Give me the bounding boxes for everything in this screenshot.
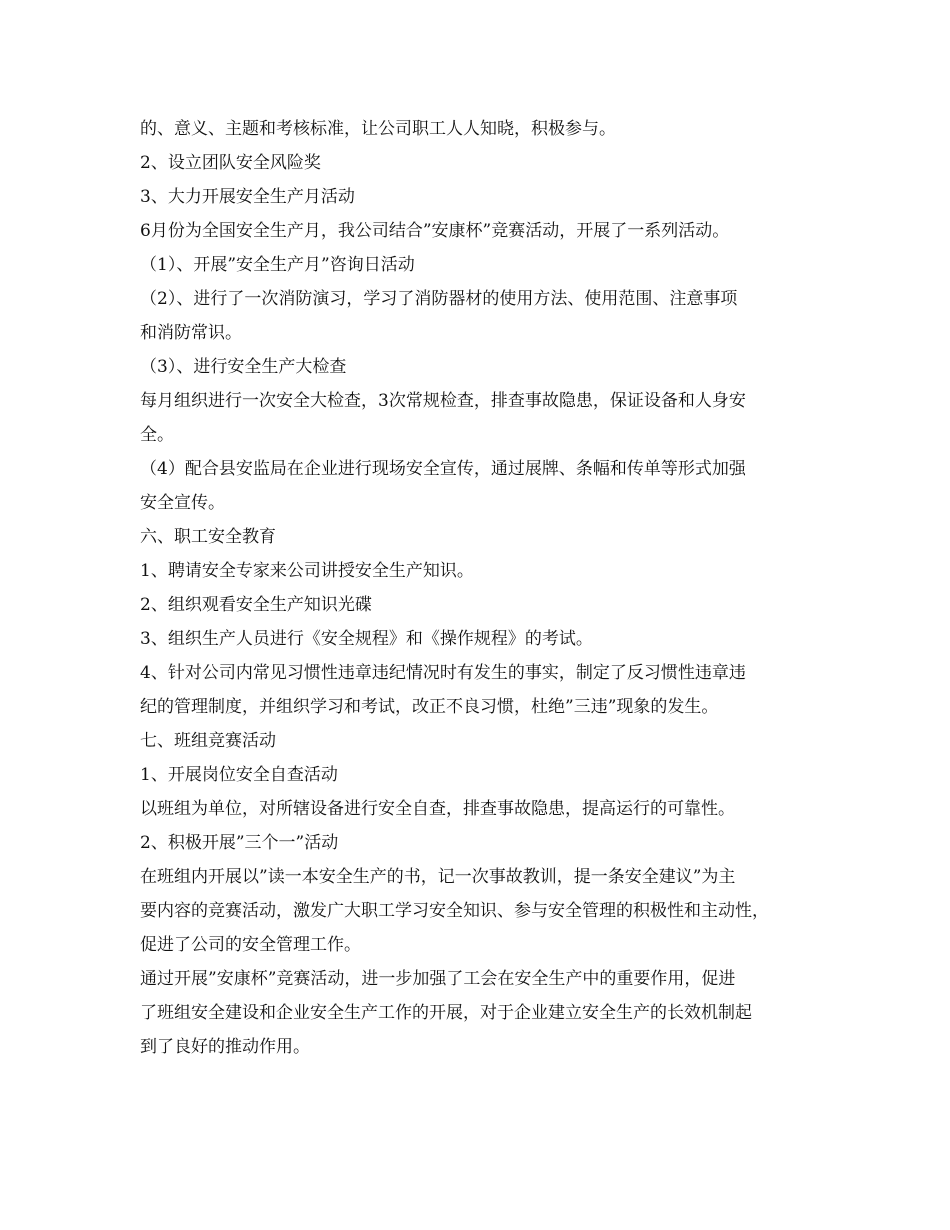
text-line: 全。 — [140, 425, 174, 445]
list-item: （2）、进行了一次消防演习，学习了消防器材的使用方法、使用范围、注意事项 — [140, 289, 738, 309]
list-item: 1、开展岗位安全自查活动 — [140, 765, 338, 785]
list-item: 2、积极开展”三个一”活动 — [140, 833, 339, 853]
text-line: 促进了公司的安全管理工作。 — [140, 935, 361, 955]
list-item: 2、设立团队安全风险奖 — [140, 153, 321, 173]
text-line: 6月份为全国安全生产月，我公司结合”安康杯”竞赛活动，开展了一系列活动。 — [140, 221, 730, 241]
list-item: 2、组织观看安全生产知识光碟 — [140, 595, 372, 615]
list-item: 1、聘请安全专家来公司讲授安全生产知识。 — [140, 561, 474, 581]
text-line: 每月组织进行一次安全大检查，3次常规检查，排查事故隐患，保证设备和人身安 — [140, 391, 746, 411]
text-line: 要内容的竞赛活动，激发广大职工学习安全知识、参与安全管理的积极性和主动性， — [140, 901, 769, 921]
list-item: （4）配合县安监局在企业进行现场安全宣传，通过展牌、条幅和传单等形式加强 — [140, 459, 746, 479]
list-item: 4、针对公司内常见习惯性违章违纪情况时有发生的事实，制定了反习惯性违章违 — [140, 663, 746, 683]
text-line: 安全宣传。 — [140, 493, 225, 513]
section-heading: 七、班组竞赛活动 — [140, 731, 276, 751]
list-item: 3、组织生产人员进行《安全规程》和《操作规程》的考试。 — [140, 629, 593, 649]
text-line: 和消防常识。 — [140, 323, 242, 343]
text-line: 以班组为单位，对所辖设备进行安全自查，排查事故隐患，提高运行的可靠性。 — [140, 799, 735, 819]
list-item: （3）、进行安全生产大检查 — [140, 357, 347, 377]
text-line: 在班组内开展以”读一本安全生产的书，记一次事故教训，提一条安全建议”为主 — [140, 867, 736, 887]
text-line: 通过开展”安康杯”竞赛活动，进一步加强了工会在安全生产中的重要作用，促进 — [140, 969, 736, 989]
text-line: 纪的管理制度，并组织学习和考试，改正不良习惯，杜绝”三违”现象的发生。 — [140, 697, 719, 717]
section-heading: 六、职工安全教育 — [140, 527, 276, 547]
document-body — [140, 112, 820, 1064]
list-item: （1）、开展”安全生产月”咨询日活动 — [140, 255, 415, 275]
text-line: 了班组安全建设和企业安全生产工作的开展，对于企业建立安全生产的长效机制起 — [140, 1003, 752, 1023]
text-line: 到了良好的推动作用。 — [140, 1037, 310, 1057]
list-item: 3、大力开展安全生产月活动 — [140, 187, 355, 207]
text-line: 的、意义、主题和考核标准，让公司职工人人知晓，积极参与。 — [140, 119, 616, 139]
